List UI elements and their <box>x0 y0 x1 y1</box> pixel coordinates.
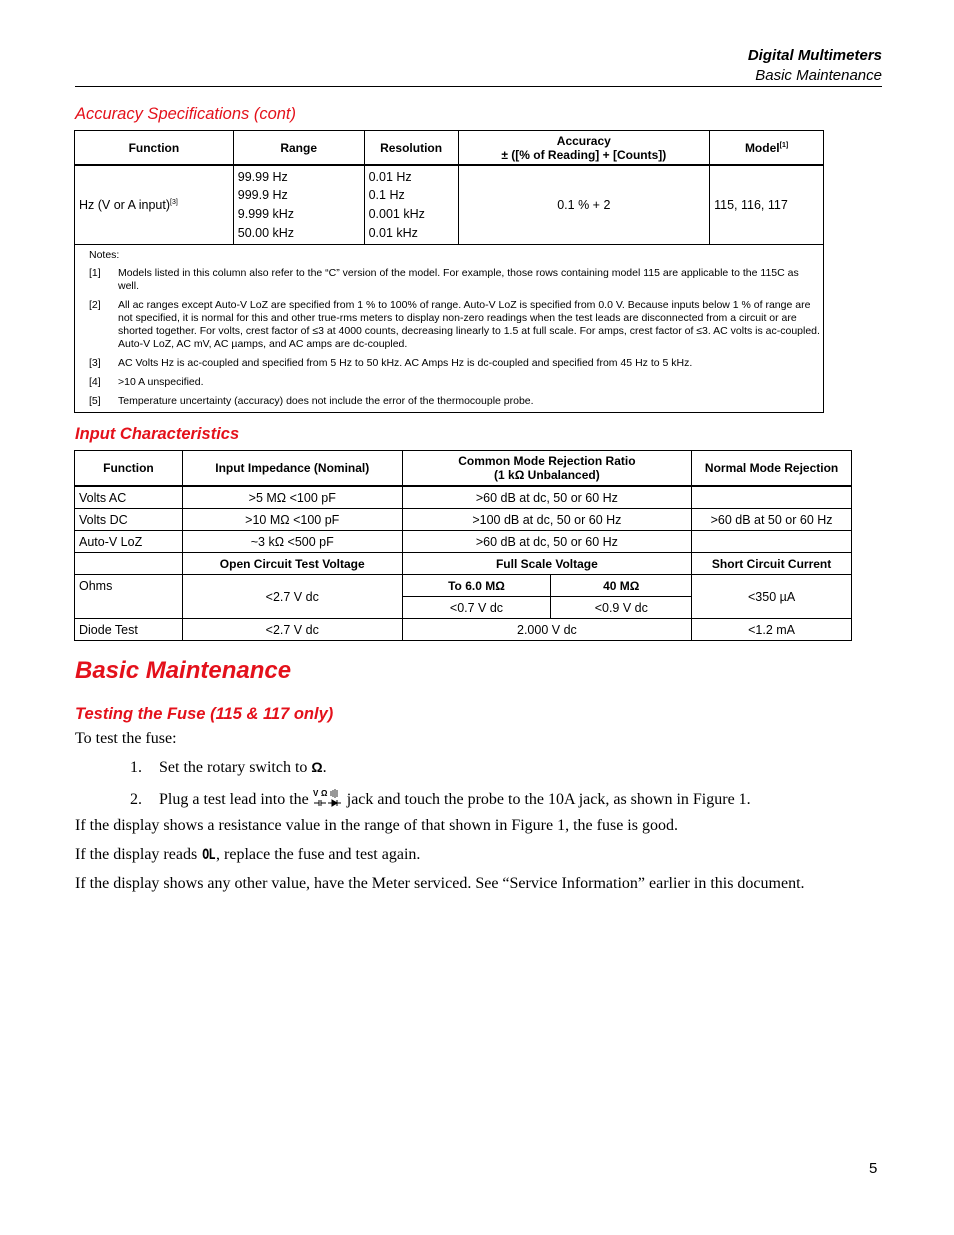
header-rule <box>75 86 882 87</box>
col-model <box>710 131 824 166</box>
cell-function: Auto-V LoZ <box>75 531 183 553</box>
range-value: 99.99 Hz <box>237 169 288 184</box>
note-item <box>89 395 823 408</box>
cell-short-circuit: <350 µA <box>692 575 852 619</box>
note-number: [4] <box>89 376 101 388</box>
basic-maintenance-heading: Basic Maintenance <box>75 657 292 684</box>
para-text-end: , replace the fuse and test again. <box>216 846 421 863</box>
cell-function <box>75 165 234 245</box>
accuracy-header-row <box>75 131 824 166</box>
cell-cmrr: >60 dB at dc, 50 or 60 Hz <box>402 531 692 553</box>
cell-nmr <box>692 486 852 509</box>
running-header-subtitle: Basic Maintenance <box>755 67 882 84</box>
notes-row <box>75 245 824 413</box>
note-text: All ac ranges except Auto-V LoZ are specified from 1 % to 100% of range. Auto-V LoZ is specified from 0.0 V. Because inputs below 1 % of range are not specified, it is normal for this and other true-rms meters to display non-zero readings when the test leads are disconnected from a circuit or are shorted together. For volts, crest factor of ≤3 at 4000 counts, decreasing linearly to 1.5 at full scale. For amps, crest factor of ≤3. AC volts is ac-coupled. Auto-V LoZ, AC mV, AC µamps, and AC amps are dc-coupled. <box>118 299 820 350</box>
cell-function: Ohms <box>75 575 183 619</box>
step-text-end: jack and touch the probe to the 10A jack, as shown in Figure 1. <box>342 791 751 808</box>
function-footnote: [3] <box>170 198 178 206</box>
diode-row <box>75 619 852 641</box>
step-number: 2. <box>130 791 142 808</box>
ohms-row <box>75 575 852 597</box>
cmrr-label: Common Mode Rejection Ratio <box>458 454 636 468</box>
para-other-value: If the display shows any other value, have the Meter serviced. See “Service Information” earlier in this document. <box>75 875 805 892</box>
col-short-circuit: Short Circuit Current <box>692 553 852 575</box>
cell-cmrr: >100 dB at dc, 50 or 60 Hz <box>402 509 692 531</box>
cell-ranges <box>233 165 364 245</box>
note-item <box>89 376 823 389</box>
cell-open-circuit: <2.7 V dc <box>182 575 402 619</box>
testing-fuse-heading: Testing the Fuse (115 & 117 only) <box>75 705 334 723</box>
col-function: Function <box>75 131 234 166</box>
note-text: Models listed in this column also refer to the “C” version of the model. For example, those rows containing model 115 are applicable to the 115C as well. <box>118 267 799 292</box>
cell-nmr: >60 dB at 50 or 60 Hz <box>692 509 852 531</box>
col-40mohm: 40 MΩ <box>551 575 692 597</box>
resolution-value: 0.01 Hz <box>368 169 412 184</box>
cell-open-circuit: <2.7 V dc <box>182 619 402 641</box>
cell-full-scale-a: <0.7 V dc <box>402 597 551 619</box>
note-text: Temperature uncertainty (accuracy) does not include the error of the thermocouple probe. <box>118 395 534 407</box>
model-label: Model <box>744 140 780 155</box>
cell-resolutions <box>364 165 458 245</box>
cell-model: 115, 116, 117 <box>710 165 824 245</box>
col-impedance: Input Impedance (Nominal) <box>182 451 402 487</box>
running-header-title: Digital Multimeters <box>747 47 882 64</box>
notes-label: Notes: <box>89 249 120 261</box>
col-resolution: Resolution <box>364 131 458 166</box>
resolution-value: 0.1 Hz <box>368 188 405 203</box>
intro-text: To test the fuse: <box>75 730 177 747</box>
table-row <box>75 531 852 553</box>
cell-cmrr: >60 dB at dc, 50 or 60 Hz <box>402 486 692 509</box>
sub-header-row <box>75 553 852 575</box>
accuracy-label: Accuracy <box>556 133 611 148</box>
col-range: Range <box>233 131 364 166</box>
accuracy-table <box>74 130 824 413</box>
para-ol <box>75 846 420 864</box>
page-number: 5 <box>869 1160 878 1177</box>
cell-function: Volts AC <box>75 486 183 509</box>
range-value: 9.999 kHz <box>237 207 295 221</box>
note-text: AC Volts Hz is ac-coupled and specified from 5 Hz to 50 kHz. AC Amps Hz is dc-coupled and specified from 45 Hz to 5 kHz. <box>118 357 693 369</box>
cell-impedance: >10 MΩ <100 pF <box>182 509 402 531</box>
table-row <box>75 486 852 509</box>
note-number: [1] <box>89 267 101 279</box>
para-text: If the display reads <box>75 846 202 863</box>
note-item <box>89 299 823 351</box>
step-number: 1. <box>130 759 142 776</box>
col-accuracy <box>458 131 710 166</box>
note-number: [3] <box>89 357 101 369</box>
accuracy-formula: ± ([% of Reading] + [Counts]) <box>501 147 667 162</box>
input-heading: Input Characteristics <box>75 425 240 443</box>
col-open-circuit: Open Circuit Test Voltage <box>182 553 402 575</box>
step-text: Set the rotary switch to <box>159 759 312 776</box>
cell-short-circuit: <1.2 mA <box>692 619 852 641</box>
svg-text:V: V <box>312 789 319 798</box>
vohm-jack-icon <box>313 788 343 808</box>
step-end: . <box>322 759 327 776</box>
cell-nmr <box>692 531 852 553</box>
note-item <box>89 267 823 293</box>
cell-function: Diode Test <box>75 619 183 641</box>
cell-impedance: ~3 kΩ <500 pF <box>182 531 402 553</box>
para-good-fuse: If the display shows a resistance value in the range of that shown in Figure 1, the fuse is good. <box>75 817 678 834</box>
range-value: 50.00 kHz <box>237 225 295 240</box>
model-footnote: [1] <box>779 141 789 149</box>
ohm-symbol: Ω <box>311 759 323 775</box>
notes-cell <box>75 245 824 413</box>
note-number: [2] <box>89 299 101 311</box>
col-to-6mohm: To 6.0 MΩ <box>402 575 551 597</box>
input-table <box>74 450 852 641</box>
note-item <box>89 357 823 370</box>
col-full-scale: Full Scale Voltage <box>402 553 692 575</box>
step-1 <box>130 759 327 777</box>
step-text: Plug a test lead into the <box>159 791 313 808</box>
cell-empty <box>75 553 183 575</box>
table-row <box>75 509 852 531</box>
resolution-value: 0.001 kHz <box>368 207 425 221</box>
note-text: >10 A unspecified. <box>118 376 204 388</box>
ol-display-icon: OL <box>202 847 215 863</box>
range-value: 999.9 Hz <box>237 188 288 203</box>
svg-text:Ω: Ω <box>320 789 328 798</box>
cmrr-condition: (1 kΩ Unbalanced) <box>494 468 600 482</box>
cell-accuracy: 0.1 % + 2 <box>458 165 710 245</box>
resolution-value: 0.01 kHz <box>368 225 418 240</box>
accuracy-heading: Accuracy Specifications (cont) <box>75 105 297 123</box>
table-row <box>75 165 824 245</box>
cell-full-scale-b: <0.9 V dc <box>551 597 692 619</box>
cell-function: Volts DC <box>75 509 183 531</box>
col-nmr: Normal Mode Rejection <box>692 451 852 487</box>
function-text: Hz (V or A input) <box>79 198 171 212</box>
step-2 <box>130 788 751 809</box>
input-header-row <box>75 451 852 487</box>
col-cmrr <box>402 451 692 487</box>
cell-full-scale: 2.000 V dc <box>402 619 692 641</box>
col-function: Function <box>75 451 183 487</box>
note-number: [5] <box>89 395 101 407</box>
cell-impedance: >5 MΩ <100 pF <box>182 486 402 509</box>
